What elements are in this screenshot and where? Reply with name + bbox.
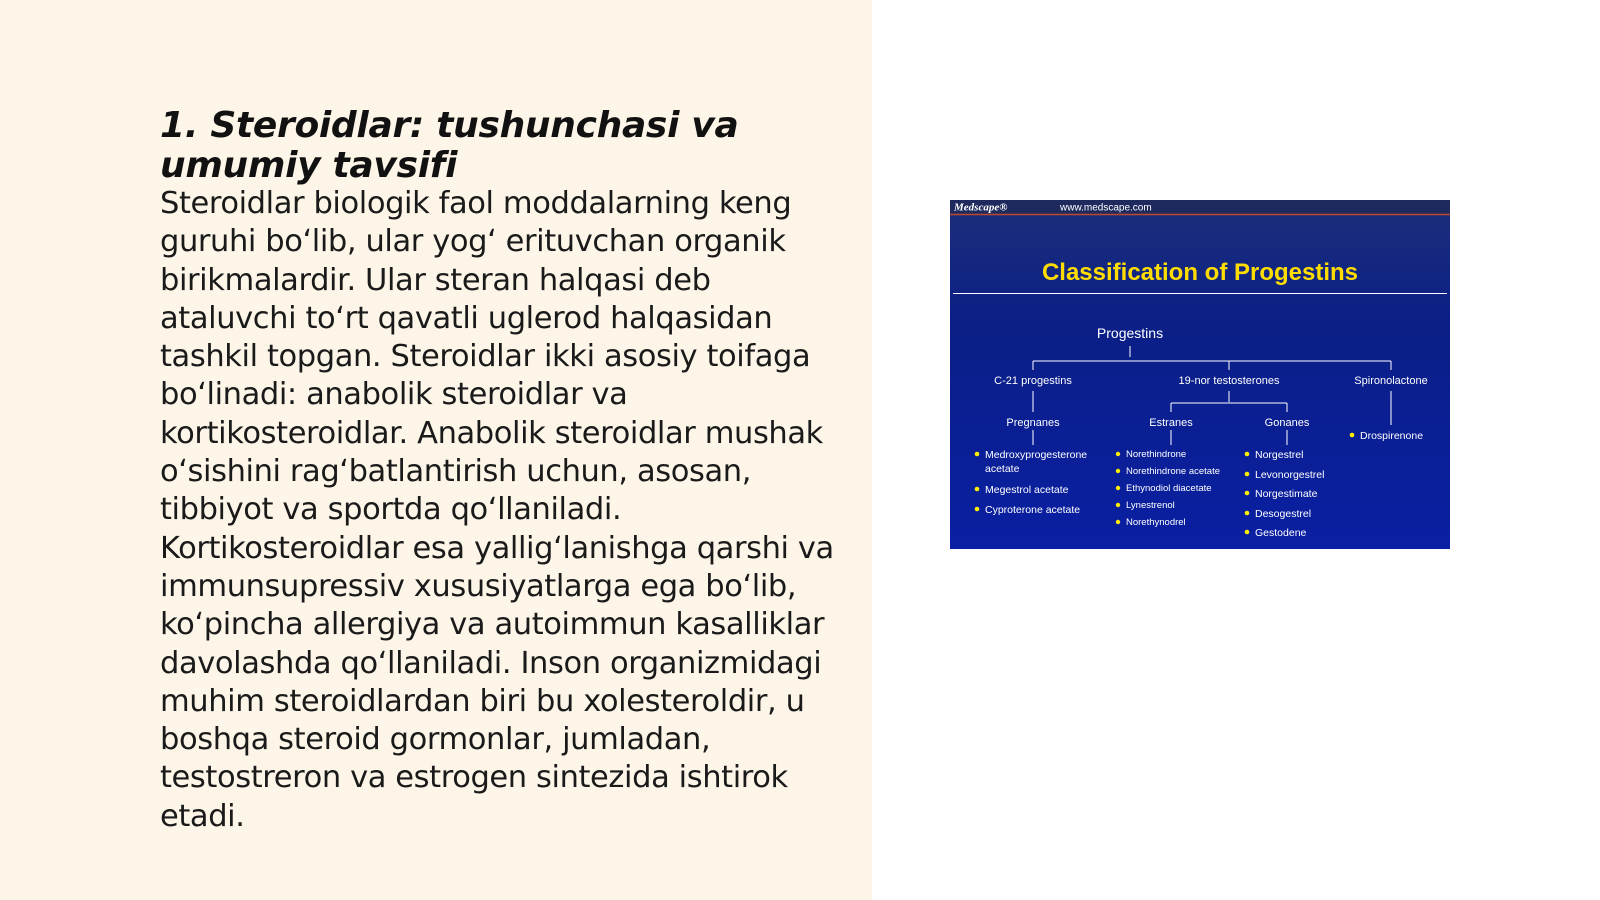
tree-connectors bbox=[1033, 346, 1391, 445]
list-item: Desogestrel bbox=[1255, 508, 1312, 520]
classification-diagram bbox=[950, 200, 1450, 549]
bullet bbox=[1116, 469, 1120, 473]
spironolactone-list bbox=[1350, 430, 1423, 442]
node-gonanes: Gonanes bbox=[1264, 417, 1310, 429]
node-c21-progestins: C-21 progestins bbox=[994, 375, 1072, 387]
bullet bbox=[1116, 452, 1120, 456]
progestins-classification-image bbox=[950, 200, 1450, 549]
bullet bbox=[975, 507, 980, 512]
slide-heading: Classification of Progestins bbox=[1041, 259, 1359, 286]
bullet bbox=[975, 487, 980, 492]
slide-header-bar bbox=[950, 200, 1450, 214]
bullet bbox=[1350, 433, 1355, 438]
list-item: Norgestimate bbox=[1255, 488, 1318, 500]
list-item: Norethindrone acetate bbox=[1126, 466, 1221, 477]
list-item: Drospirenone bbox=[1360, 430, 1424, 442]
bullet bbox=[1245, 530, 1250, 535]
list-item: Gestodene bbox=[1255, 527, 1307, 539]
bullet bbox=[975, 452, 980, 457]
list-item: Megestrol acetate bbox=[985, 484, 1069, 496]
bullet bbox=[1245, 511, 1250, 516]
bullet bbox=[1116, 503, 1120, 507]
bullet bbox=[1245, 491, 1250, 496]
body-paragraph: Steroidlar biologik faol moddalarning keng guruhi bo‘lib, ular yog‘ erituvchan organik birikmalardir. Ular steran halqasi deb ataluvchi to‘rt qavatli uglerod halqasidan tashkil topgan. Steroidlar ikki asosiy toifaga bo‘linadi: anabolik steroidlar va kortikosteroidlar. Anabolik steroidlar mushak o‘sishini rag‘batlantirish uchun, asosan, tibbiyot va sportda qo‘llaniladi. Kortikosteroidlar esa yallig‘lanishga qarshi va immunsupressiv xususiyatlarga ega bo‘lib, ko‘pincha allergiya va autoimmun kasalliklar davolashda qo‘llaniladi. Inson organizmidagi muhim steroidlardan biri bu xolesteroldir, u boshqa steroid gormonlar, jumladan, testostreron va estrogen sintezida ishtirok etadi. bbox=[160, 186, 834, 834]
pregnanes-list bbox=[975, 449, 1088, 516]
estranes-list bbox=[1116, 449, 1220, 528]
node-progestins: Progestins bbox=[1096, 325, 1164, 341]
list-item: Norgestrel bbox=[1255, 449, 1304, 461]
bullet bbox=[1116, 486, 1120, 490]
gonanes-list bbox=[1245, 449, 1325, 539]
node-spironolactone: Spironolactone bbox=[1354, 375, 1428, 387]
node-19nor-testosterones: 19-nor testosterones bbox=[1178, 375, 1280, 387]
list-item: acetate bbox=[985, 463, 1020, 475]
node-estranes: Estranes bbox=[1149, 417, 1193, 429]
list-item: Norethindrone bbox=[1126, 449, 1187, 460]
bullet bbox=[1245, 472, 1250, 477]
bullet bbox=[1116, 520, 1120, 524]
list-item: Levonorgestrel bbox=[1255, 469, 1325, 481]
list-item: Medroxyprogesterone bbox=[985, 449, 1088, 461]
medscape-logo: Medscape® bbox=[954, 201, 1008, 214]
list-item: Cyproterone acetate bbox=[985, 504, 1081, 516]
list-item: Ethynodiol diacetate bbox=[1126, 483, 1212, 494]
slide-title: 1. Steroidlar: tushunchasi va umumiy tavsifi bbox=[160, 105, 739, 186]
list-item: Lynestrenol bbox=[1126, 500, 1175, 511]
list-item: Norethynodrel bbox=[1126, 517, 1186, 528]
node-pregnanes: Pregnanes bbox=[1006, 417, 1060, 429]
medscape-url: www.medscape.com bbox=[1060, 202, 1152, 214]
bullet bbox=[1245, 452, 1250, 457]
